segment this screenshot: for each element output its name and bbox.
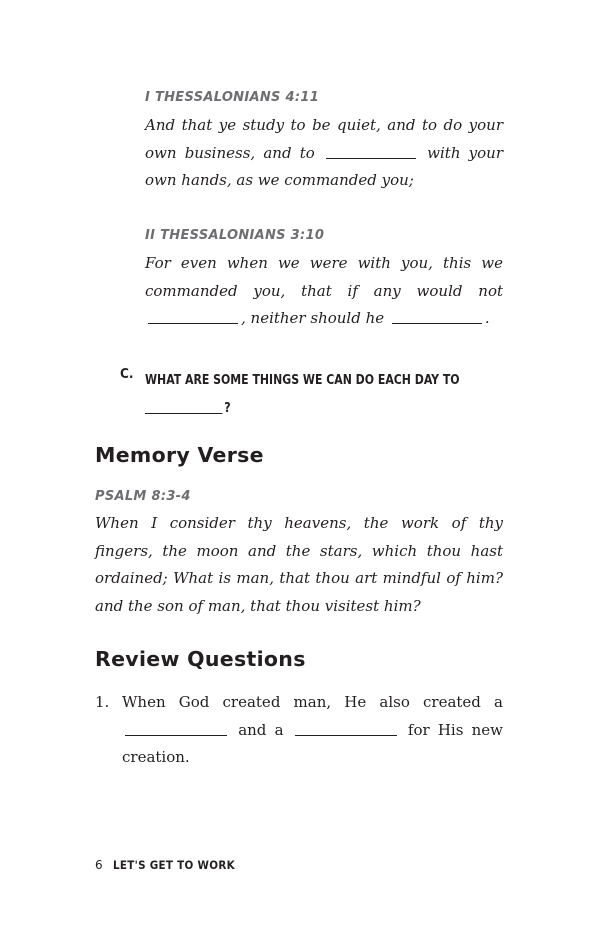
scripture-text-part: . <box>484 309 490 327</box>
review-question-text-part: for His new creation. <box>122 720 503 766</box>
memory-verse-text: When I consider thy heavens, the work of thy fingers, the moon and the stars, which thou hast ordained; What is man, that thou art mindful of him? and the son of man, that thou visitest him? <box>95 514 503 615</box>
scripture-text <box>145 112 503 195</box>
section-heading-memory-verse: Memory Verse <box>95 443 264 467</box>
question-letter: C. <box>120 366 134 382</box>
review-question-text-part: When God created man, He also created a <box>122 693 503 711</box>
scripture-text <box>145 250 503 333</box>
question-text-part: WHAT ARE SOME THINGS WE CAN DO EACH DAY TO <box>145 372 460 388</box>
section-heading-review-questions: Review Questions <box>95 647 306 671</box>
fill-in-blank <box>295 719 397 736</box>
fill-in-blank <box>148 307 238 324</box>
fill-in-blank <box>125 719 227 736</box>
review-question-text-part: and a <box>238 720 284 739</box>
memory-verse-reference: PSALM 8:3-4 <box>95 489 191 504</box>
question-text <box>145 366 469 422</box>
running-footer-title: LET'S GET TO WORK <box>113 858 235 872</box>
scripture-text-part: For even when we were with you, this we commanded you, that if any would not <box>145 254 503 300</box>
scripture-text-part: with your own hands, as we commanded you; <box>145 143 503 189</box>
review-question-text <box>122 689 503 772</box>
fill-in-blank <box>392 307 482 324</box>
fill-in-blank <box>145 397 222 414</box>
fill-in-blank <box>326 142 416 159</box>
scripture-reference: I THESSALONIANS 4:11 <box>145 90 320 105</box>
scripture-text-part: And that ye study to be quiet, and to do your own business, and to <box>145 116 503 162</box>
scripture-text-part: , neither should he <box>241 309 385 327</box>
question-text-part: ? <box>224 400 231 416</box>
page-number: 6 <box>95 858 103 872</box>
scripture-reference: II THESSALONIANS 3:10 <box>145 228 325 243</box>
review-question-number: 1. <box>95 693 110 711</box>
